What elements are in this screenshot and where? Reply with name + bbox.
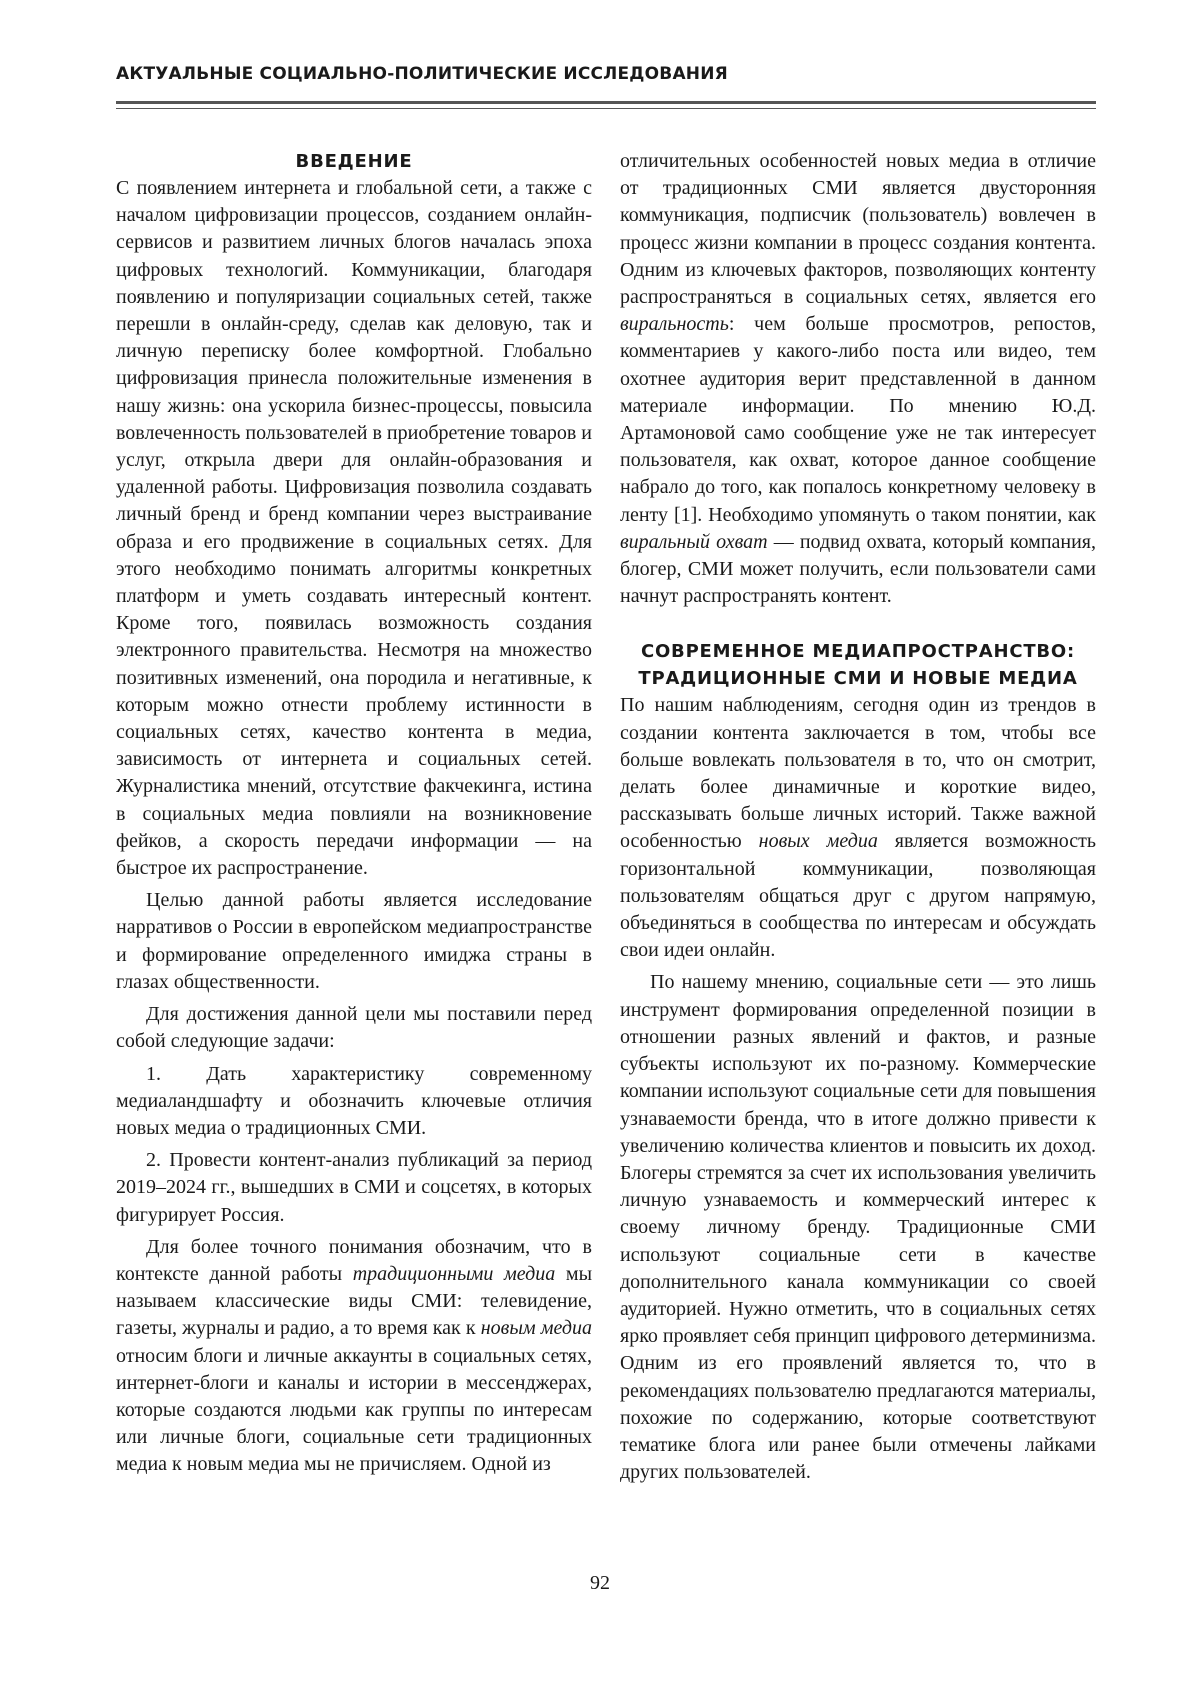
term-new-media: новым медиа — [480, 1317, 592, 1340]
term-traditional-media: традиционными медиа — [352, 1262, 556, 1285]
paragraph-tasks: Для достижения данной цели мы поставили перед собой следующие задачи: — [116, 1003, 592, 1053]
paragraph-social-networks: По нашему мнению, социальные сети — это лишь инструмент формирования определенной позиции в отношении разных явлений и фактов, и разные субъекты используют их по-разному. Коммерческие компании используют социальные сети для повышения узнаваемости бренда, что в итоге должно привести к увеличению количества клиентов и повысить их доход. Блогеры стремятся за счет их использования увеличить личную узнаваемость и коммерческий интерес к своему личному бренду. Традиционные СМИ используют социальные сети в качестве дополнительного канала коммуникации со своей аудиторией. Нужно отметить, что в социальных сетях ярко проявляет себя принцип цифрового детерминизма. Одним из его проявлений является то, что в рекомендациях пользователю предлагаются материалы, похожие по содержанию, которые соответствуют тематике блога или ранее были отмечены лайками других пользователей. — [620, 971, 1097, 1484]
paragraph-goal: Целью данной работы является исследование нарративов о России в европейском медиапространстве и формирование определенного имиджа страны в глазах общественности. — [116, 889, 592, 993]
term-virality: виральность — [620, 313, 729, 336]
paragraph-trends — [620, 692, 1096, 964]
heading-line-2: ТРАДИЦИОННЫЕ СМИ И НОВЫЕ МЕДИА — [638, 668, 1078, 690]
right-column — [620, 148, 1096, 1491]
text-run: отличительных особенностей новых медиа в отличие от традиционных СМИ является двусторонняя коммуникация, подписчик (пользователь) вовлечен в процесс жизни компании в процесс создания контента. Одним из ключевых факторов, позволяющих контенту распространяться в социальных сетях, является его — [620, 150, 1096, 309]
section-heading-modern-media — [620, 638, 1096, 692]
heading-line-1: СОВРЕМЕННОЕ МЕДИАПРОСТРАНСТВО: — [640, 641, 1076, 663]
running-header: АКТУАЛЬНЫЕ СОЦИАЛЬНО-ПОЛИТИЧЕСКИЕ ИССЛЕДОВАНИЯ — [116, 64, 728, 84]
text-run: Для более точного понимания обозначим, что в контексте данной работы — [116, 1235, 592, 1285]
header-rule-thin — [116, 108, 1096, 109]
paragraph-definitions — [116, 1234, 592, 1479]
paragraph-virality — [620, 148, 1096, 610]
section-heading-introduction: ВВЕДЕНИЕ — [295, 151, 413, 172]
text-run: По нашим наблюдениям, сегодня один из трендов в создании контента заключается в том, чтобы все больше вовлекать пользователя в то, что он смотрит, делать более динамичные и короткие видео, рассказывать больше личных историй. Также важной особенностью — [620, 694, 1096, 853]
task-item-2: 2. Провести контент-анализ публикаций за период 2019–2024 гг., вышедших в СМИ и соцсетях, в которых фигурирует Россия. — [116, 1149, 592, 1226]
term-new-media: новых медиа — [758, 830, 878, 853]
page-number: 92 — [590, 1572, 610, 1594]
header-rule-thick — [116, 101, 1096, 104]
task-item-1: 1. Дать характеристику современному медиаландшафту и обозначить ключевые отличия новых медиа о традиционных СМИ. — [116, 1062, 592, 1139]
text-run: — подвид охвата, который компания, блогер, СМИ может получить, если пользователи сами начнут распространять контент. — [620, 530, 1096, 608]
text-run: мы называем классические виды СМИ: телевидение, газеты, журналы и радио, а то время как к — [116, 1262, 592, 1340]
text-run: : чем больше просмотров, репостов, комментариев у какого-либо поста или видео, тем охотнее аудитория верит представленной в данном материале информации. По мнению Ю.Д. Артамоновой само сообщение уже не так интересует пользователя, как охват, которое данное сообщение набрало до того, как попалось конкретному человеку в ленту [1]. Необходимо упомянуть о таком понятии, как — [620, 313, 1096, 526]
text-run: является возможность горизонтальной коммуникации, позволяющая пользователям общаться друг с другом напрямую, объединяться в сообщества по интересам и обсуждать свои идеи онлайн. — [620, 830, 1096, 962]
left-column — [116, 148, 592, 1484]
text-run: относим блоги и личные аккаунты в социальных сетях, интернет-блоги и каналы и истории в мессенджерах, которые создаются людьми как группы по интересам или личные блоги, социальные сети традиционных медиа к новым медиа мы не причисляем. Одной из — [116, 1344, 592, 1476]
paragraph-intro-1: С появлением интернета и глобальной сети, а также с началом цифровизации процессов, созданием онлайн-сервисов и развитием личных блогов началась эпоха цифровых технологий. Коммуникации, благодаря появлению и популяризации социальных сетей, также перешли в онлайн-среду, сделав как деловую, так и личную переписку более комфортной. Глобально цифровизация принесла положительные изменения в нашу жизнь: она ускорила бизнес-процессы, повысила вовлеченность пользователей в приобретение товаров и услуг, открыла двери для онлайн-образования и удаленной работы. Цифровизация позволила создавать личный бренд и бренд компании через выстраивание образа и его продвижение в социальных сетях. Для этого необходимо понимать алгоритмы конкретных платформ и уметь создавать интересный контент. Кроме того, появилась возможность создания электронного правительства. Несмотря на множество позитивных изменений, она породила и негативные, к которым можно отнести проблему истинности в социальных сетях, качество контента в медиа, зависимость от интернета и социальных сетей. Журналистика мнений, отсутствие факчекинга, истина в социальных медиа повлияли на возникновение фейков, а скорость передачи информации — на быстрое их распространение. — [116, 177, 592, 880]
term-viral-reach: виральный охват — [620, 530, 768, 553]
